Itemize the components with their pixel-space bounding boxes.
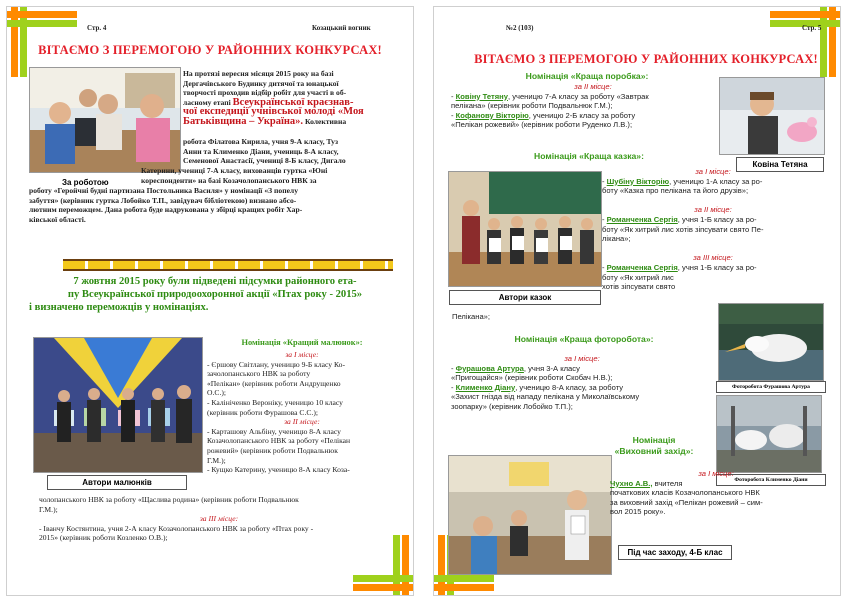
winner-text: боту «Як хитрий лис	[602, 272, 674, 282]
caption-tale-authors: Автори казок	[449, 290, 601, 305]
winner-line: - Єршову Світлану, ученицю 9-Б класу Ко-	[207, 359, 346, 369]
winner-text: вчителя	[654, 478, 683, 488]
nomination-best-tale-list: за І місце: - Шубіну Вікторію, ученицю 1-А класу за ро- боту «Казка про пелікана та його друзів»; за ІІ місце: - Романченка Сергія, учня 1-Б класу за ро- боту «Як хитрий лис хотів зіпсувати свято Пе- лікана»; за ІІІ місце: - Романченка Сергія, учня 1-Б класу за ро- боту «Як хитрий лис хотів зіпсувати свято	[602, 167, 824, 292]
winner-text: Пелікана»;	[452, 312, 491, 321]
intro-paragraph-cont	[183, 137, 389, 166]
nomination-educational-event-title	[594, 435, 714, 457]
intro-line: Семенової Анастасії, учениці 8-Б класу, Дигало	[183, 156, 346, 166]
winner-text: «Пригощайся» (керівник роботи Скобач Н.В.);	[451, 373, 613, 383]
intro-line: творчості проходив відбір робіт для участі в об-	[183, 88, 347, 98]
winner-name: Клименко Діану	[455, 382, 516, 392]
nomination-best-drawing-list-cont	[39, 495, 399, 543]
winner-text: вол 2015 року».	[610, 507, 666, 517]
winner-text: хотів зіпсувати свято	[602, 282, 676, 292]
winner-text: , учня 3-А класу	[523, 363, 580, 373]
winner-line: Г.М.);	[39, 504, 58, 514]
headline: ВІТАЄМО З ПЕРЕМОГОЮ У РАЙОННИХ КОНКУРСАХ!	[38, 43, 382, 57]
corner-decoration-bottom-right	[353, 535, 413, 595]
winner-text: , ученицю 1-А класу за ро-	[669, 176, 763, 186]
caption-photo-furashov: Фоторобота Фурашова Артура	[716, 381, 826, 393]
winner-name: Романченка Сергія	[606, 214, 678, 224]
winner-text: за виховний захід «Пелікан рожевий – сим-	[610, 497, 763, 507]
place-label: за ІІ місце:	[574, 82, 612, 91]
intro-line: роботу «Геройчні будні партизана Постольника Василя» у номінації «З попелу	[29, 186, 298, 195]
winner-text: , учня 1-Б класу за ро-	[677, 262, 757, 272]
intro-line: ласному етапі	[183, 97, 231, 107]
winner-line: - Іванчу Костянтина, учня 2-А класу Козачолопанського НВК за роботу «Птах року -	[39, 523, 314, 533]
newspaper-name: Козацький вогник	[312, 24, 371, 32]
photo-drawing-authors	[33, 337, 203, 473]
intro-line: лютним переможцем. Дана робота буде надрукована у збірці кращих робіт Хар-	[29, 205, 303, 215]
winner-text: лікана»;	[602, 234, 631, 244]
winner-line: «Пелікан» (керівник роботи Андрущенко	[207, 378, 341, 388]
place-label: за ІІ місце:	[284, 417, 320, 427]
winner-text: зоопарку» (керівник Лобойко Т.П.);	[451, 401, 573, 411]
nomination-best-craft-list: за ІІ місце: - Ковіну Тетяну, ученицю 7-А класу за роботу «Завтрак пелікана» (керівник роботи Подвальнюк Г.М.); - Кофанову Вікторію, ученицю 2-Б класу за роботу «Пелікан рожевий» (керівник роботи Руденко Л.В.);	[451, 82, 735, 130]
winner-name: Романченка Сергія	[606, 262, 678, 272]
left-page	[6, 6, 414, 596]
intro-paragraph-cont2	[141, 166, 389, 185]
winner-text: , ученицю 7-А класу за роботу «Завтрак	[507, 91, 649, 101]
winner-name: Шубіну Вікторію	[606, 176, 670, 186]
place-label: за І місце:	[285, 350, 319, 359]
nomination-educational-event-list	[610, 469, 822, 517]
intro-paragraph	[183, 69, 389, 127]
photo-students-working	[29, 67, 181, 173]
winner-line: О.С.);	[207, 388, 226, 398]
intro-line: Дергачівського Будинку дитячої та юнацької	[183, 78, 339, 88]
caption-at-work: За роботою	[62, 178, 109, 187]
right-page	[433, 6, 841, 596]
winner-line: зачолопанського НВК за роботу	[207, 369, 311, 379]
nomination-best-drawing-title: Номінація «Кращий малюнок»:	[241, 338, 363, 347]
intro-highlight: Всеукраїнської краєзнав-	[232, 96, 354, 108]
intro-line: кореспонденти»	[141, 175, 197, 185]
caption-drawing-authors: Автори малюнків	[47, 475, 187, 490]
nomination-title-line: Номінація	[632, 435, 676, 445]
place-label: за ІІІ місце:	[199, 514, 239, 524]
announcement-line: і визначено переможців у номінаціях.	[29, 302, 209, 313]
photo-furashov	[718, 303, 824, 381]
photo-klymenko	[716, 395, 822, 473]
winner-text: , учня 1-Б класу за ро-	[677, 214, 757, 224]
intro-line: Анни та Клименко Діани, учениць 8-А класу,	[183, 146, 339, 156]
winner-name: Ковіну Тетяну	[455, 91, 508, 101]
nomination-best-drawing-list	[207, 350, 397, 475]
place-label: за ІІ місце:	[694, 205, 732, 215]
winner-line: Козачолопанського НВК за роботу «Пелікан	[207, 436, 351, 446]
winner-name: Чухно А.В.,	[610, 478, 653, 488]
place-label: за І місце:	[698, 469, 734, 478]
nomination-title-line: «Виховний захід»:	[614, 446, 694, 456]
caption-kovina: Ковіна Тетяна	[736, 157, 824, 172]
intro-line: на базі Козачолопанського НВК за	[198, 175, 317, 185]
intro-line: На протязі вересня місяця 2015 року на базі	[183, 69, 334, 78]
intro-highlight: Батьківщина – Україна».	[183, 115, 304, 127]
announcement	[29, 275, 401, 314]
winner-text: , ученицю 2-Б класу за роботу	[528, 110, 636, 120]
winner-line: 2015» (керівник роботи Козленко О.В.);	[39, 533, 168, 543]
page-number: Стр. 5	[802, 24, 822, 32]
place-label: за ІІІ місце:	[693, 253, 733, 263]
winner-line: чолопанського НВК за роботу «Щаслива родина» (керівник роботи Подвальнюк	[39, 495, 299, 504]
winner-text: боту «Як хитрий лис хотів зіпсувати свято Пе-	[602, 224, 764, 234]
winner-text: початкових класів Козачолопанського НВК	[610, 488, 760, 498]
nomination-best-tale-title: Номінація «Краща казка»:	[534, 151, 644, 161]
winner-text: «Захист гнізда від нападу пелікана у Миколаївському	[451, 392, 640, 402]
photo-tale-authors	[448, 171, 602, 287]
winner-line: Г.М.);	[207, 455, 226, 465]
winner-line: рожевий» (керівник роботи Подвальнюк	[207, 445, 338, 455]
page-number: Стр. 4	[87, 24, 107, 32]
caption-photo-klymenko: Фоторобота Клименко Діани	[716, 474, 826, 486]
photo-kovina	[719, 77, 825, 155]
intro-line: Колективна	[304, 116, 347, 126]
issue-number: №2 (103)	[506, 24, 534, 32]
intro-highlight: чої експедиції учнівської молоді «Моя	[183, 106, 364, 118]
intro-line: Катерини, учениці 7-А класу, вихованців гуртка «Юні	[141, 166, 328, 175]
announcement-line: пу Всеукраїнської природоохоронної акції «Птах року - 2015»	[67, 289, 363, 300]
winner-line: (керівник роботи Фурашова С.С.);	[207, 407, 318, 417]
place-label: за І місце:	[695, 167, 731, 176]
winner-line: - Кущко Катерину, ученицю 8-А класу Коза-	[207, 465, 350, 475]
place-label: за І місце:	[564, 354, 600, 363]
winner-text: , ученицю 8-А класу, за роботу	[515, 382, 624, 392]
intro-line: робота Філатова Кирила, учня 9-А класу, Туз	[183, 137, 339, 146]
winner-text: боту «Казка про пелікана та його друзів»;	[602, 186, 749, 196]
winner-line: - Калініченко Вероніку, ученицю 10 класу	[207, 397, 343, 407]
announcement-line: 7 жовтня 2015 року були підведені підсумки районного ета-	[73, 276, 357, 287]
intro-paragraph-cont3	[29, 186, 391, 224]
nomination-best-photo-title: Номінація «Краща фоторобота»:	[514, 334, 654, 344]
winner-line: - Карташову Альбіну, ученицю 8-А класу	[207, 426, 341, 436]
winner-text: «Пелікан рожевий» (керівник роботи Руденко Л.В.);	[451, 120, 633, 130]
winner-name: Кофанову Вікторію	[455, 110, 529, 120]
decorative-divider	[63, 259, 393, 271]
headline: ВІТАЄМО З ПЕРЕМОГОЮ У РАЙОННИХ КОНКУРСАХ!	[474, 52, 818, 66]
photo-event-class-4b	[448, 455, 612, 575]
winner-text: пелікана» (керівник роботи Подвальнюк Г.М.);	[451, 101, 613, 111]
intro-line: ківської області.	[29, 214, 86, 224]
winner-name: Фурашова Артура	[455, 363, 524, 373]
nomination-best-photo-list: за І місце: - Фурашова Артура, учня 3-А класу «Пригощайся» (керівник роботи Скобач Н.В.); - Клименко Діану, ученицю 8-А класу, за роботу «Захист гнізда від нападу пелікана у Миколаївському зоопарку» (керівник Лобойко Т.П.);	[451, 354, 713, 412]
intro-line: забуття» (керівник гуртка Лобойко Т.П., завідувач бібліотекою) визнано абсо-	[29, 195, 297, 205]
caption-event-class-4b: Під час заходу, 4-Б клас	[618, 545, 732, 560]
nomination-best-craft-title: Номінація «Краща поробка»:	[525, 71, 649, 81]
